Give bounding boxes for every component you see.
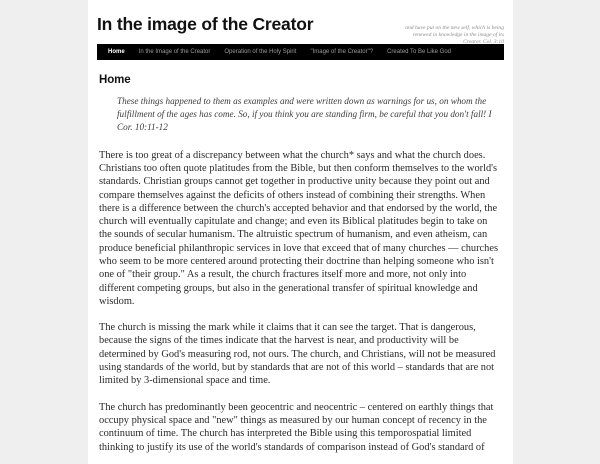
main-content [88, 60, 513, 464]
entry-paragraph-2: The church is missing the mark while it claims that it can see the target. That is dangerous, because the signs of the times indicate that the harvest is near, and productivity will be determined by God's measuring rod, not ours. The church, and Christians, will not be measured using standards of the world, but by standards that are not of this world – standards that are not limited by 3-dimensional space and time. [99, 322, 496, 387]
nav-item-created-to-be-like-god[interactable]: Created To Be Like God [387, 49, 451, 55]
site-tagline: and have put on the new self, which is being renewed in knowledge in the image of its Creator. Col. 3:10 [405, 25, 504, 46]
entry-title: Home [99, 74, 131, 86]
site-header [88, 0, 513, 44]
site-title[interactable]: In the image of the Creator [97, 14, 314, 34]
nav-item-operation-of-the-holy-spirit[interactable]: Operation of the Holy Spirit [224, 49, 297, 55]
nav-item-home[interactable]: Home [108, 49, 125, 55]
nav-item-image-of-the-creator-question[interactable]: "Image of the Creator"? [310, 49, 374, 55]
entry-blockquote: These things happened to them as examples and were written down as warnings for us, on whom the fulfillment of the ages has come. So, if you think you are standing firm, be careful that you don't fall! I Cor. 10:11-12 [117, 96, 492, 133]
entry-paragraph-1: There is too great of a discrepancy between what the church* says and what the church does. Christians too often quote platitudes from the Bible, but then conform themselves to the world's standards. Christian groups cannot get together in productive unity because they point out and compare themselves against the deficits of others instead of combining their strengths. When there is a difference between the church's accepted behavior and that endorsed by the world, the church will eventually capitulate and change; and even its Biblical platitudes begin to take on the sounds of secular humanism. The altruistic spectrum of humanism, and even atheism, can produce beneficial philanthropic services in love that exceed that of many churches — churches who seem to be more centered around protecting their doctrine than helping someone who isn't one of "their group." As a result, the church fractures itself more and more, not only into different competing groups, but also in the generational transfer of spiritual knowledge and wisdom. [99, 149, 499, 307]
entry-paragraph-3: The church has predominantly been geocentric and neocentric – centered on earthly things that occupy physical space and "new" things as measured by our human concept of recency in the continuum of time. The church has interpreted the Bible using this temporospatial limited thinking to justify its use of the world's standards of comparison instead of God's standard of [99, 401, 494, 453]
site-container [88, 0, 513, 464]
nav-item-in-the-image-of-the-creator[interactable]: In the Image of the Creator [138, 49, 211, 55]
